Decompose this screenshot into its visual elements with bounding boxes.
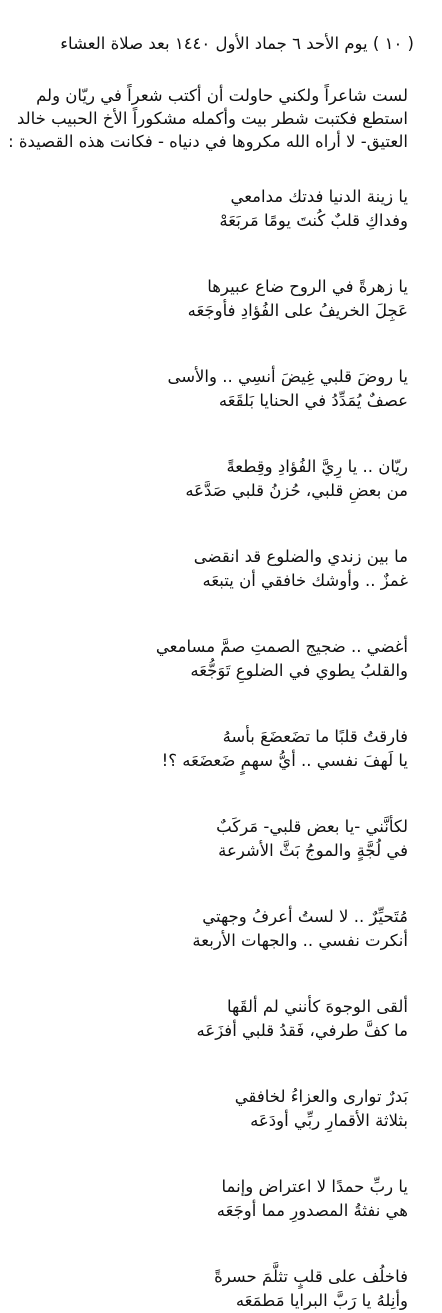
poem-stanza [18, 1265, 408, 1313]
poem-stanza [18, 275, 408, 323]
poem-stanza [18, 635, 408, 683]
verse-first-hemistich: فارقتُ قلبًا ما تضَعضَعَ بأسهُ [222, 727, 408, 746]
poem-stanza [18, 1175, 408, 1223]
intro-line: لست شاعراً ولكني حاولت أن أكتب شعراً في ريّان ولم [36, 86, 408, 105]
verse-second-hemistich: وفداكِ قلبٌ كُنتَ يومًا مَربَعَهْ [219, 211, 408, 230]
verse-second-hemistich: في لُجَّةٍ والموجُ بَثَّ الأشرعة [218, 841, 408, 860]
poem-stanza [18, 365, 408, 413]
verse-second-hemistich: هي نفثةُ المصدورِ مما أوجَعَه [216, 1201, 408, 1220]
verse-second-hemistich: عصفٌ يُمَدِّدُ في الحنايا بَلقَعَه [218, 391, 408, 410]
verse-second-hemistich: يا لَهفَ نفسي .. أيُّ سهمٍ ضَعضَعَه ؟! [161, 751, 408, 770]
intro-line: استطع فكتبت شطر بيت وأكمله مشكوراً الأخ الحبيب خالد [16, 109, 408, 128]
poem-stanza [18, 905, 408, 953]
verse-second-hemistich: عَجِلَ الخريفُ على الفُؤادِ فأوجَعَه [187, 301, 408, 320]
intro-paragraph [8, 84, 424, 153]
poem [18, 185, 424, 1313]
poem-stanza [18, 815, 408, 863]
poem-stanza [18, 455, 408, 503]
poem-stanza [18, 185, 408, 233]
intro-line: العتيق- لا أراه الله مكروها في دنياه - فكانت هذه القصيدة : [8, 132, 408, 151]
verse-second-hemistich: من بعضِ قلبي، حُزنُ قلبي صَدَّعَه [185, 481, 408, 500]
poem-stanza [18, 995, 408, 1043]
verse-second-hemistich: غمزٌ .. وأوشك خافقي أن يتبعَه [202, 571, 408, 590]
verse-first-hemistich: مُتَحيِّرٌ .. لا لستُ أعرفُ وجهتي [202, 907, 408, 926]
verse-second-hemistich: أنكرت نفسي .. والجهات الأربعة [192, 931, 408, 950]
verse-first-hemistich: لكأنَّني -يا بعض قلبي- مَركَبٌ [216, 817, 408, 836]
verse-first-hemistich: يا زهرةً في الروح ضاع عبيرها [207, 277, 408, 296]
verse-first-hemistich: فاخلُف على قلبٍ تثلَّمَ حسرةً [214, 1267, 408, 1286]
poem-stanza [18, 545, 408, 593]
verse-first-hemistich: ما بين زندي والضلوع قد انقضى [193, 547, 408, 566]
poem-stanza [18, 1085, 408, 1133]
verse-second-hemistich: بثلاثة الأقمارِ ربِّي أودَعَه [250, 1111, 408, 1130]
verse-second-hemistich: والقلبُ يطوي في الضلوعِ تَوَجُّعَه [190, 661, 408, 680]
date-header: ( ١٠ ) يوم الأحد ٦ جماد الأول ١٤٤٠ بعد صلاة العشاء [60, 34, 414, 53]
verse-first-hemistich: ريّان .. يا رِيَّ الفُؤادِ وقِطعةً [226, 457, 408, 476]
poem-stanza [18, 725, 408, 773]
verse-first-hemistich: بَدرٌ توارى والعزاءُ لخافقي [234, 1087, 408, 1106]
verse-first-hemistich: يا زينة الدنيا فدتك مدامعي [230, 187, 408, 206]
verse-first-hemistich: أغضي .. ضجيج الصمتِ صمَّ مسامعي [155, 637, 408, 656]
verse-second-hemistich: ما كفَّ طرفي، فَقدُ قلبي أفزَعَه [196, 1021, 408, 1040]
verse-second-hemistich: وأنِلهُ يا رَبَّ البرايا مَطمَعَه [235, 1291, 408, 1310]
verse-first-hemistich: يا روضَ قلبي غِيضَ أنسِي .. والأسى [167, 367, 408, 386]
verse-first-hemistich: ألقى الوجوهَ كأنني لم ألقَها [226, 997, 408, 1016]
verse-first-hemistich: يا ربِّ حمدًا لا اعتراض وإنما [221, 1177, 408, 1196]
